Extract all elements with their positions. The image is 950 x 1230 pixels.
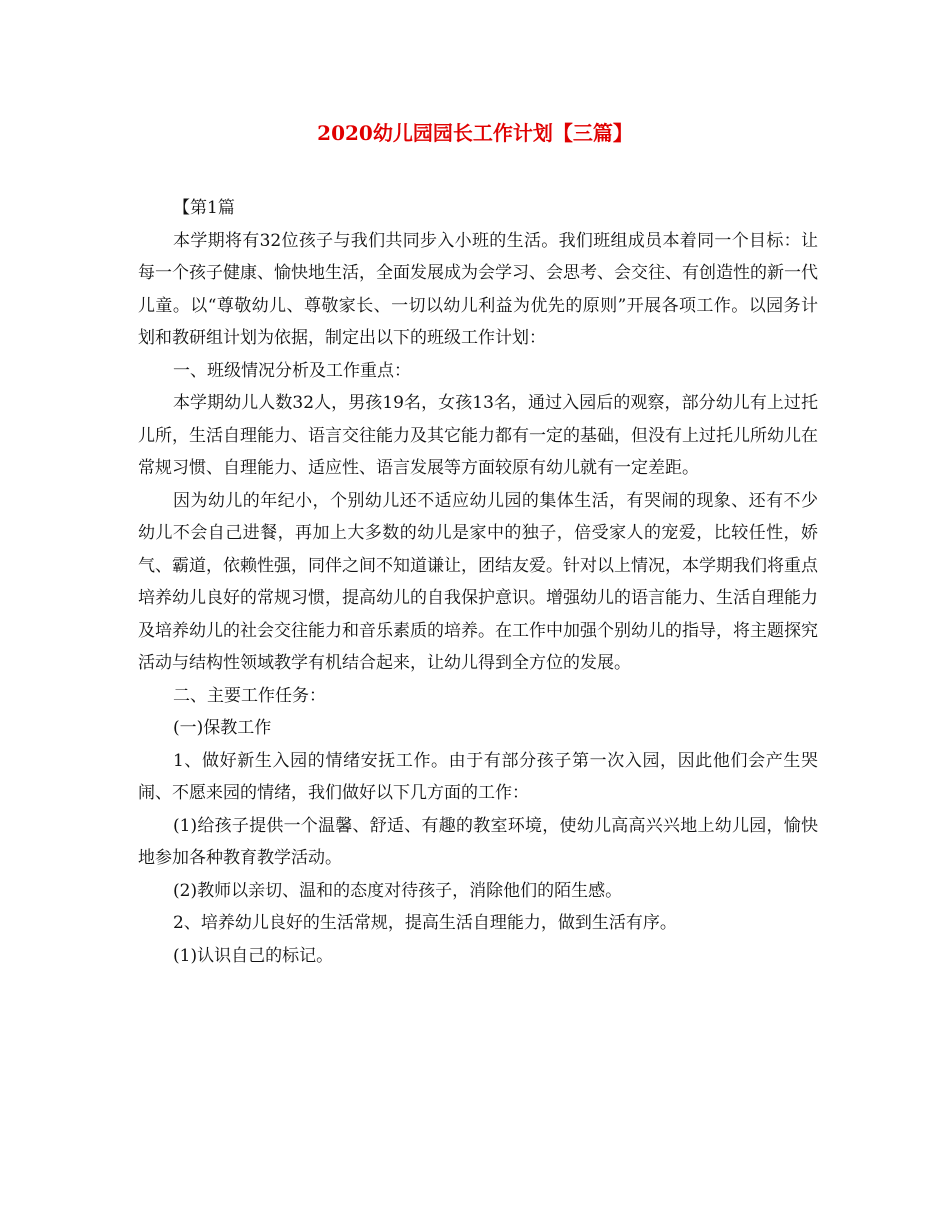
section-heading-part-1: 【第1篇 [173, 198, 235, 218]
task-subitem-2-1: (1)认识自己的标记。 [173, 945, 334, 966]
document-title: 2020幼儿园园长工作计划【三篇】 [317, 121, 633, 145]
class-stats-paragraph: 本学期幼儿人数32人，男孩19名，女孩13名，通过入园后的观察，部分幼儿有上过托儿所，生活自理能力、语言交往能力及其它能力都有一定的基础，但没有上过托儿所幼儿在常规习惯、自理能力、适应性、语言发展等方面较原有幼儿就有一定差距。 [138, 393, 818, 478]
subheading-care-education: (一)保教工作 [173, 718, 272, 738]
section-heading-class-analysis: 一、班级情况分析及工作重点： [173, 360, 411, 381]
task-subitem-1-2: (2)教师以亲切、温和的态度对待孩子，消除他们的陌生感。 [173, 880, 623, 901]
task-subitem-1-1: (1)给孩子提供一个温馨、舒适、有趣的教室环境，使幼儿高高兴兴地上幼儿园，愉快地参加各种教育教学活动。 [138, 815, 818, 868]
intro-paragraph: 本学期将有32位孩子与我们共同步入小班的生活。我们班组成员本着同一个目标：让每一个孩子健康、愉快地生活，全面发展成为会学习、会思考、会交往、有创造性的新一代儿童。以“尊敬幼儿、尊敬家长、一切以幼儿利益为优先的原则”开展各项工作。以园务计划和教研组计划为依据，制定出以下的班级工作计划： [138, 230, 818, 348]
task-item-2: 2、培养幼儿良好的生活常规，提高生活自理能力，做到生活有序。 [173, 913, 677, 933]
document-body [138, 192, 818, 972]
task-item-1: 1、做好新生入园的情绪安抚工作。由于有部分孩子第一次入园，因此他们会产生哭闹、不愿来园的情绪，我们做好以下几方面的工作： [138, 750, 818, 803]
class-issues-paragraph: 因为幼儿的年纪小，个别幼儿还不适应幼儿园的集体生活，有哭闹的现象、还有不少幼儿不会自己进餐，再加上大多数的幼儿是家中的独子，倍受家人的宠爱，比较任性，娇气、霸道，依赖性强，同伴之间不知道谦让，团结友爱。针对以上情况，本学期我们将重点培养幼儿良好的常规习惯，提高幼儿的自我保护意识。增强幼儿的语言能力、生活自理能力及培养幼儿的社会交往能力和音乐素质的培养。在工作中加强个别幼儿的指导，将主题探究活动与结构性领域教学有机结合起来，让幼儿得到全方位的发展。 [138, 490, 818, 673]
section-heading-main-tasks: 二、主要工作任务： [173, 685, 326, 706]
